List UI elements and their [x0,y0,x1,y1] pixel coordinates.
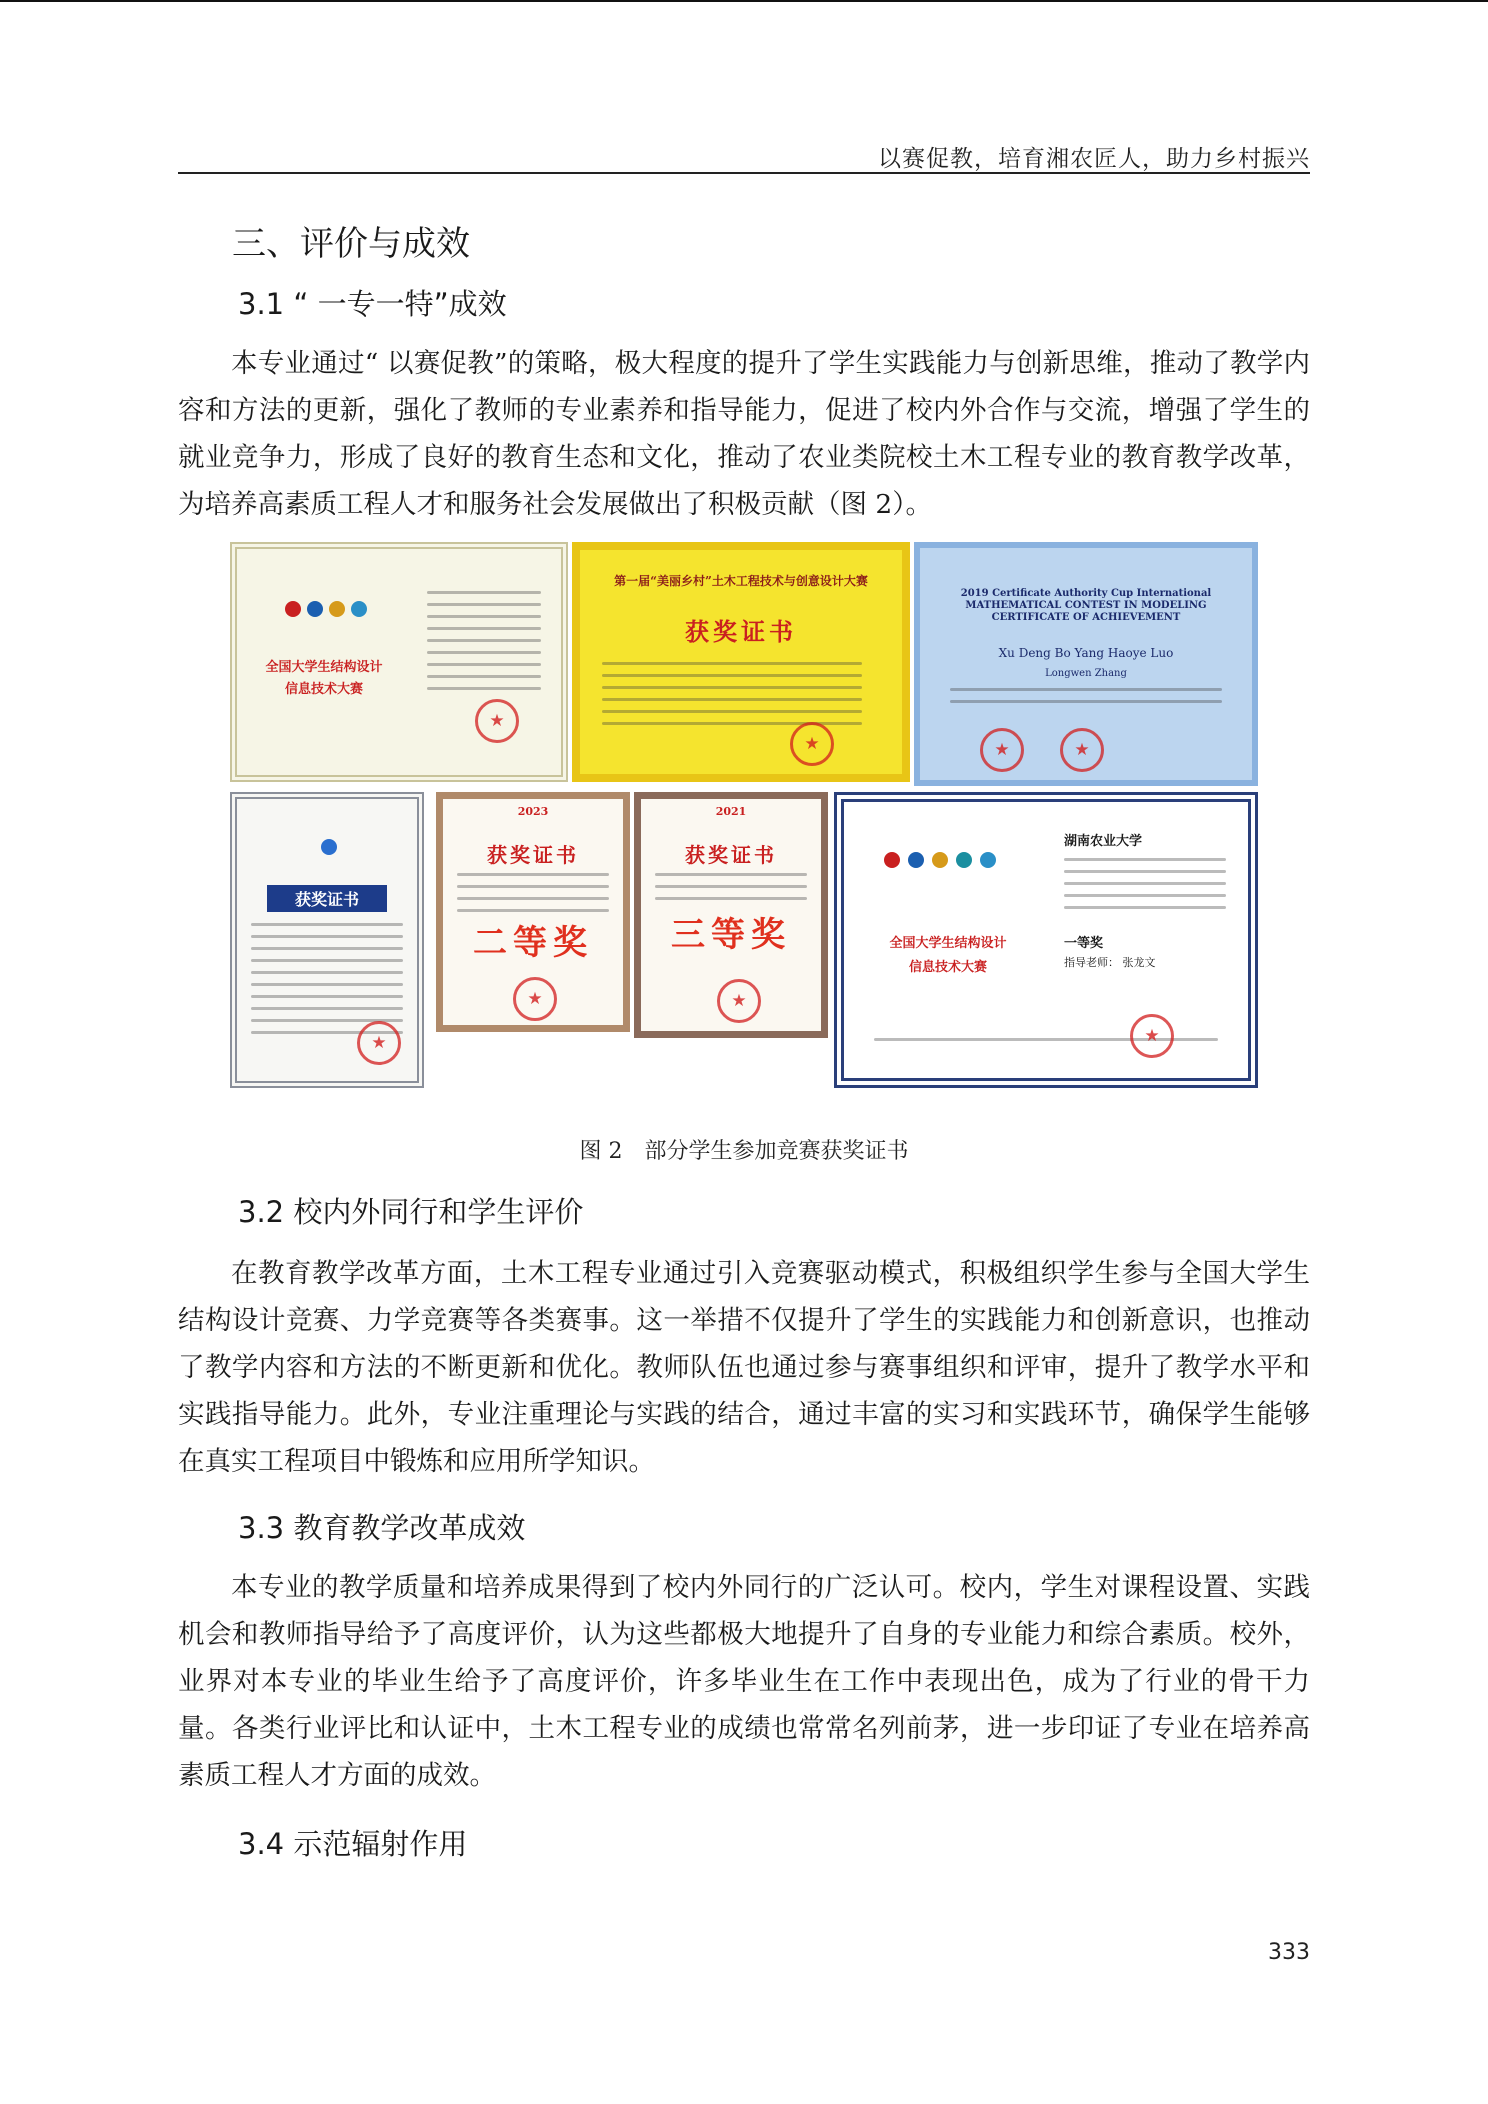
certificate-beautiful-village [572,542,910,782]
header-rule [178,172,1310,174]
certificate-title: 获奖证书 [487,843,579,867]
subsection-title-3-1: 3.1 “ 一专一特”成效 [238,287,507,321]
subsection-title-3-2: 3.2 校内外同行和学生评价 [238,1195,584,1229]
certificate-advisor: 指导老师： 张龙文 [1064,956,1156,969]
certificate-third-prize [634,792,828,1038]
running-header: 以赛促教，培育湘农匠人，助力乡村振兴 [878,146,1310,172]
certificate-year: 2021 [715,805,747,818]
logo-icon [285,601,301,617]
certificate-year: 2023 [517,805,549,818]
red-seal-icon [475,699,519,743]
page-number: 333 [1268,1940,1310,1965]
logo-icon [956,852,972,868]
certificate-title: 获奖证书 [685,843,777,867]
red-seal-icon [513,977,557,1021]
logo-icon [908,852,924,868]
certificate-title: 获奖证书 [267,885,387,912]
logo-icon [307,601,323,617]
certificate-subtitle: 第一届“美丽乡村”土木工程技术与创意设计大赛 [614,574,868,588]
figure-caption: 图 2 部分学生参加竞赛获奖证书 [579,1139,909,1164]
certificate-title: 2019 Certificate Authority Cup International MATHEMATICAL CONTEST IN MODELING CERTIFICATE OF ACHIEVEMENT [960,588,1212,623]
certificate-names: Xu Deng Bo Yang Haoye Luo [998,646,1174,660]
certificate-prize: 三等奖 [671,915,791,955]
certificate-title: 获奖证书 [685,617,797,646]
logo-icon [980,852,996,868]
logo-icon [932,852,948,868]
certificate-collage-figure [230,542,1258,1094]
certificate-prize: 二等奖 [473,923,593,963]
red-seal-icon [1130,1014,1174,1058]
red-seal-icon [717,979,761,1023]
certificate-school: 湖南农业大学 [1064,834,1143,849]
logo-icon [884,852,900,868]
red-seal-icon [980,728,1024,772]
subsection-title-3-3: 3.3 教育教学改革成效 [238,1511,526,1545]
paragraph-3-2: 在教育教学改革方面，土木工程专业通过引入竞赛驱动模式，积极组织学生参与全国大学生结构设计竞赛、力学竞赛等各类赛事。这一举措不仅提升了学生的实践能力和创新意识，也推动了教学内容和方法的不断更新和优化。教师队伍也通过参与赛事组织和评审，提升了教学水平和实践指导能力。此外，专业注重理论与实践的结合，通过丰富的实习和实践环节，确保学生能够在真实工程项目中锻炼和应用所学知识。 [178,1258,1310,1477]
red-seal-icon [790,722,834,766]
paragraph-3-1: 本专业通过“ 以赛促教”的策略，极大程度的提升了学生实践能力与创新思维，推动了教学内容和方法的更新，强化了教师的专业素养和指导能力，促进了校内外合作与交流，增强了学生的就业竞争力，形成了良好的教育生态和文化，推动了农业类院校土木工程专业的教育教学改革，为培养高素质工程人才和服务社会发展做出了积极贡献（图 2）。 [178,348,1310,520]
certificate-structural-design-1 [230,542,568,782]
certificate-mcm [914,542,1258,786]
subsection-title-3-4: 3.4 示范辐射作用 [238,1827,468,1861]
certificate-prize: 一等奖 [1064,936,1104,951]
certificate-title: 全国大学生结构设计 信息技术大赛 [889,936,1007,975]
certificate-second-prize [436,792,630,1032]
red-seal-icon [357,1021,401,1065]
certificate-title: 全国大学生结构设计 信息技术大赛 [265,660,383,697]
logo-icon [351,601,367,617]
section-title: 三、评价与成效 [232,224,470,264]
certificate-advisor: Longwen Zhang [1045,668,1127,679]
logo-icon [321,839,337,855]
paragraph-3-3: 本专业的教学质量和培养成果得到了校内外同行的广泛认可。校内，学生对课程设置、实践机会和教师指导给予了高度评价，认为这些都极大地提升了自身的专业能力和综合素质。校外，业界对本专业的毕业生给予了高度评价，许多毕业生在工作中表现出色，成为了行业的骨干力量。各类行业评比和认证中，土木工程专业的成绩也常常名列前茅，进一步印证了专业在培养高素质工程人才方面的成效。 [178,1572,1310,1791]
certificate-award-blue [230,792,424,1088]
certificate-structural-design-2 [834,792,1258,1088]
red-seal-icon [1060,728,1104,772]
logo-icon [329,601,345,617]
